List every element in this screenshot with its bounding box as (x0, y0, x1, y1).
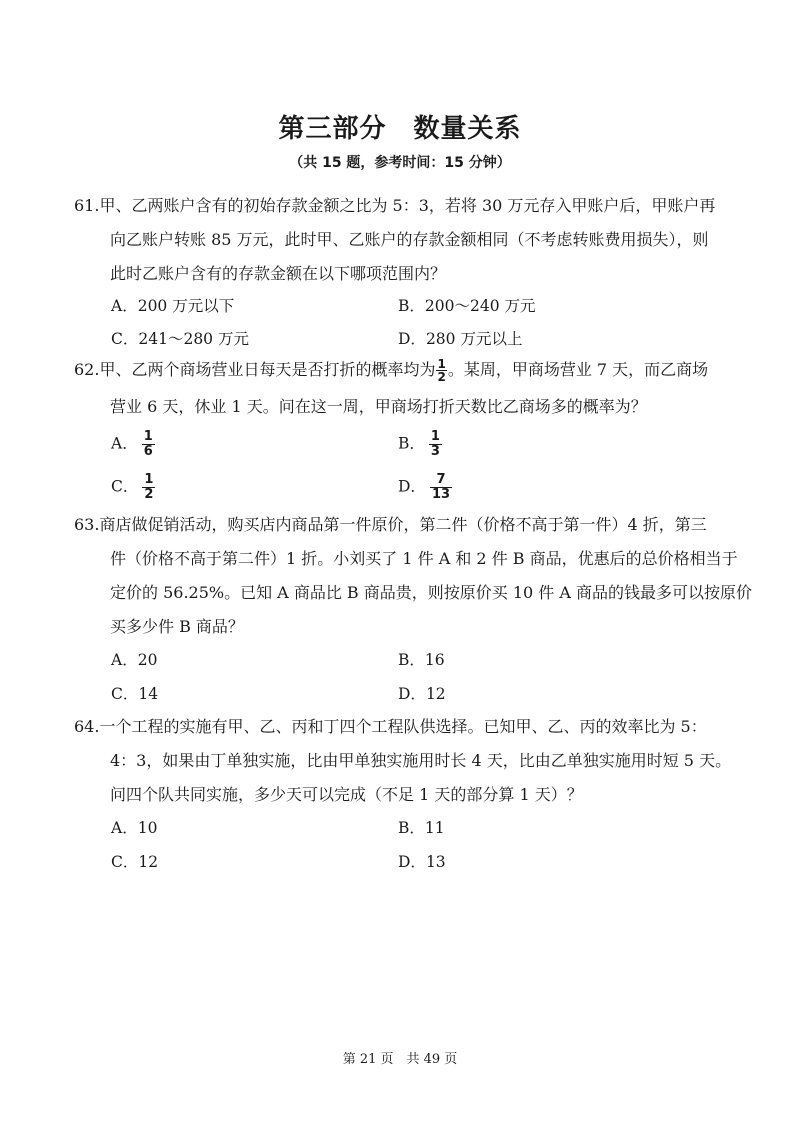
page-subtitle: （共 15 题，参考时间：15 分钟） (289, 155, 511, 171)
question-number: 62. (74, 360, 100, 379)
question-63-line-3: 定价的 56.25%。已知 A 商品比 B 商品贵，则按原价买 10 件 A 商品的钱最多可以按原价 (110, 583, 753, 602)
question-63-option-d[interactable]: D．12 (398, 685, 446, 703)
question-63-line-2: 件（价格不高于第二件）1 折。小刘买了 1 件 A 和 2 件 B 商品，优惠后的总价格相当于 (110, 549, 738, 568)
question-61-option-d[interactable]: D．280 万元以上 (398, 330, 523, 348)
question-number: 63. (74, 515, 100, 534)
fraction: $\frac{1}{6}$ (143, 429, 153, 459)
question-number: 64. (74, 717, 100, 736)
question-63-option-c[interactable]: C．14 (111, 685, 159, 703)
question-62-option-a[interactable]: A． $\frac{1}{6}$ (111, 429, 153, 459)
question-63-option-b[interactable]: B．16 (398, 651, 445, 669)
fraction: $\frac{1}{2}$ (144, 472, 154, 502)
question-62-option-c[interactable]: C． $\frac{1}{2}$ (111, 472, 154, 502)
question-64-option-c[interactable]: C．12 (111, 853, 159, 871)
fraction: $\frac{1}{2}$ (437, 357, 446, 384)
question-61-line-3: 此时乙账户含有的存款金额在以下哪项范围内？ (110, 264, 447, 283)
question-63-line-1: 63.商店做促销活动，购买店内商品第一件原价，第二件（价格不高于第一件）4 折，第三 (74, 515, 707, 534)
question-64-line-1: 64.一个工程的实施有甲、乙、丙和丁四个工程队供选择。已知甲、乙、丙的效率比为 5： (74, 717, 707, 736)
question-61-option-b[interactable]: B．200～240 万元 (398, 297, 536, 315)
question-64-line-2: 4：3，如果由丁单独实施，比由甲单独实施用时长 4 天，比由乙单独实施用时短 5 天。 (110, 751, 732, 770)
question-61-line-2: 向乙账户转账 85 万元，此时甲、乙账户的存款金额相同（不考虑转账费用损失），则 (110, 230, 709, 249)
question-63-line-4: 买多少件 B 商品？ (110, 617, 244, 636)
question-61-option-a[interactable]: A．200 万元以下 (111, 297, 235, 315)
page-footer: 第 21 页 共 49 页 (342, 1052, 458, 1067)
question-64-option-a[interactable]: A．10 (111, 819, 158, 837)
question-62-line-2: 营业 6 天，休业 1 天。问在这一周，甲商场打折天数比乙商场多的概率为？ (110, 397, 647, 416)
question-61-line-1: 61.甲、乙两账户含有的初始存款金额之比为 5：3，若将 30 万元存入甲账户后，甲账户再 (74, 196, 716, 215)
question-62-option-d[interactable]: D． $\frac{7}{13}$ (398, 472, 451, 502)
question-64-option-b[interactable]: B．11 (398, 819, 445, 837)
question-63-option-a[interactable]: A．20 (111, 651, 158, 669)
fraction: $\frac{7}{13}$ (431, 472, 451, 502)
question-number: 61. (74, 196, 100, 215)
page-title: 第三部分 数量关系 (278, 114, 522, 144)
question-64-option-d[interactable]: D．13 (398, 853, 446, 871)
question-61-option-c[interactable]: C．241～280 万元 (111, 330, 249, 348)
fraction: $\frac{1}{3}$ (430, 429, 440, 459)
question-62-line-1: 62.甲、乙两个商场营业日每天是否打折的概率均为 $\frac{1}{2}$ 。某周，甲商场营业 7 天，而乙商场 (74, 357, 709, 384)
question-64-line-3: 问四个队共同实施，多少天可以完成（不足 1 天的部分算 1 天）？ (110, 785, 583, 804)
question-62-option-b[interactable]: B． $\frac{1}{3}$ (398, 429, 440, 459)
